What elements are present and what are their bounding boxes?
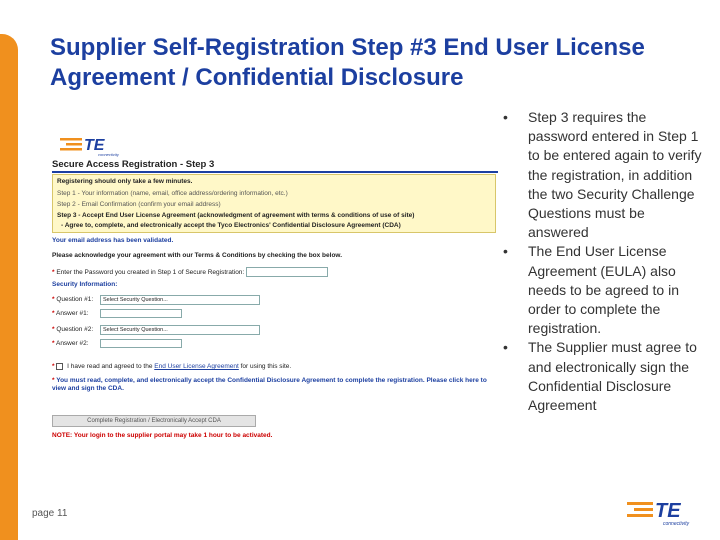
te-connectivity-logo-icon [627,495,701,527]
bullet-item: • The Supplier must agree to and electronically sign the Confidential Disclosure Agreement [503,338,703,415]
cda-row[interactable] [52,377,492,393]
complete-registration-button[interactable]: Complete Registration / Electronically Accept CDA [52,415,256,427]
step-3-text: Step 3 - Accept End User License Agreement (acknowledgment of agreement with terms & conditions of use of site) [57,212,415,219]
step-2-text: Step 2 - Email Confirmation (confirm your email address) [57,201,221,208]
steps-header: Registering should only take a few minutes. [57,178,193,185]
bullet-item: • The End User License Agreement (EULA) also needs to be agreed to in order to complete the registration. [503,242,703,338]
security-heading: Security Information: [52,281,118,288]
question-2-select[interactable] [100,325,260,335]
required-marker: * [52,377,55,384]
eula-prefix: I have read and agreed to the [67,363,155,371]
step-3-subtext: - Agree to, complete, and electronically accept the Tyco Electronics' Confidential Disclosure Agreement (CDA) [61,222,401,229]
eula-link[interactable]: End User License Agreement [154,363,239,371]
validated-message: Your email address has been validated. [52,237,174,244]
answer-1-row [52,310,89,317]
bullet-item: • Step 3 requires the password entered in Step 1 to be entered again to verify the registration, in addition the two Security Challenge Questions must be answered [503,108,703,242]
answer-1-input[interactable] [100,309,182,318]
answer-1-label: Answer #1: [55,310,89,317]
svg-text:TE: TE [84,137,105,154]
password-input[interactable] [246,267,328,277]
eula-checkbox[interactable] [56,363,63,370]
password-row [52,269,244,276]
question-1-label: Question #1: [56,296,94,303]
answer-2-input[interactable] [100,339,182,348]
heading-divider [52,171,498,173]
question-2-label: Question #2: [56,326,94,333]
accent-bar [0,34,18,540]
page-number: page 11 [32,508,68,519]
svg-text:connectivity: connectivity [663,521,690,527]
question-1-value: Select Security Question... [103,297,168,303]
eula-row [52,363,291,370]
te-logo-icon [60,132,124,158]
registration-screenshot [50,128,498,446]
bullet-list [503,108,703,415]
answer-2-label: Answer #2: [55,340,89,347]
steps-box [52,174,496,233]
required-marker: * [52,363,55,371]
slide-title: Supplier Self-Registration Step #3 End User License Agreement / Confidential Disclosure [50,34,645,91]
required-marker: * [52,310,55,317]
acknowledge-text: Please acknowledge your agreement with our Terms & Conditions by checking the box below. [52,252,343,259]
svg-text:connectivity: connectivity [98,152,119,157]
svg-text:TE: TE [655,500,681,522]
required-marker: * [52,269,55,276]
registration-heading: Secure Access Registration - Step 3 [52,159,215,170]
activation-note: NOTE: Your login to the supplier portal may take 1 hour to be activated. [52,432,273,439]
question-2-row [52,326,93,333]
question-1-select[interactable] [100,295,260,305]
eula-suffix: for using this site. [238,363,292,371]
cda-text: You must read, complete, and electronically accept the Confidential Disclosure Agreement to complete the registration. Please click here to view and sign the CDA. [52,377,487,392]
question-1-row [52,296,93,303]
step-1-text: Step 1 - Your information (name, email, office address/ordering information, etc.) [57,190,288,197]
required-marker: * [52,296,55,303]
question-2-value: Select Security Question... [103,327,168,333]
password-label: Enter the Password you created in Step 1 of Secure Registration: [56,269,245,276]
answer-2-row [52,340,89,347]
required-marker: * [52,326,55,333]
required-marker: * [52,340,55,347]
